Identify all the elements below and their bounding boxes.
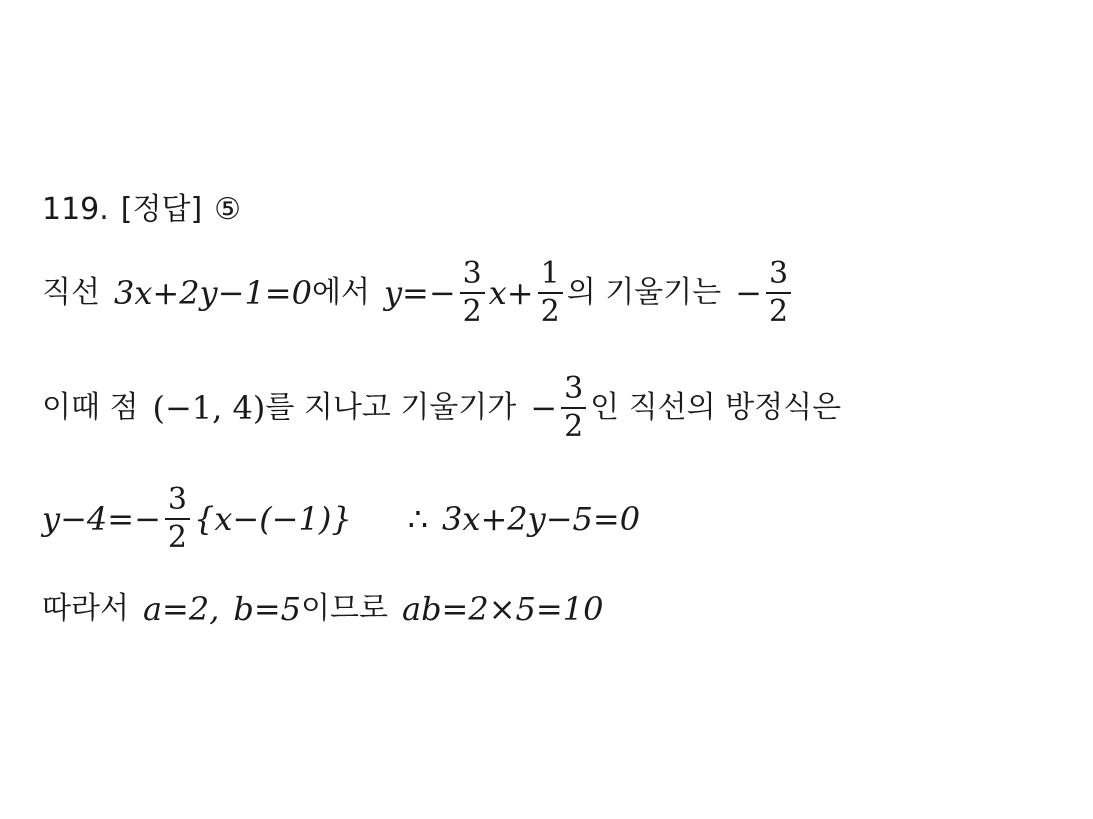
value-b: b=5 [233, 590, 302, 628]
fraction-denominator: 2 [462, 293, 482, 329]
text-line-word: 직선 [42, 274, 100, 310]
answer-choice: ⑤ [214, 192, 242, 227]
therefore-symbol: ∴ [407, 499, 429, 538]
solution-header [42, 192, 1073, 227]
minus-sign: − [735, 273, 762, 312]
equation-result: 3x+2y−5=0 [442, 499, 641, 538]
equation-x-plus: x+ [488, 273, 534, 312]
fraction-slope [766, 258, 791, 327]
fraction-denominator: 2 [540, 293, 560, 329]
minus-sign: − [530, 388, 558, 427]
text-so: 이므로 [301, 591, 388, 626]
fraction-denominator: 2 [167, 519, 187, 555]
fraction-numerator: 3 [462, 256, 482, 291]
fraction-one-half [538, 258, 563, 327]
text-therefore: 따라서 [42, 591, 129, 626]
fraction-three-halves [460, 258, 485, 327]
text-passing-slope: 를 지나고 기울기가 [265, 389, 517, 425]
equation-y-prefix: y=− [383, 273, 456, 312]
solution-line-slope [42, 258, 1073, 327]
product-ab: ab=2×5=10 [401, 590, 604, 628]
text-line-equation: 인 직선의 방정식은 [590, 389, 842, 425]
equation-line: 3x+2y−1=0 [113, 273, 312, 312]
text-at-point: 이때 점 [42, 389, 139, 425]
fraction-numerator: 3 [564, 371, 584, 406]
fraction-numerator: 3 [768, 256, 789, 291]
equation-point-slope-suffix: {x−(−1)} [193, 499, 352, 538]
text-from: 에서 [311, 274, 370, 310]
equation-point-slope-prefix: y−4=− [42, 499, 161, 538]
value-a: a=2, [142, 590, 220, 628]
solution-line-equation [42, 484, 1073, 553]
answer-label: [정답] [120, 192, 203, 227]
fraction-slope [561, 373, 586, 442]
fraction-numerator: 1 [540, 256, 560, 291]
fraction-denominator: 2 [768, 293, 789, 329]
solution-line-point [42, 373, 1073, 442]
text-slope-is: 의 기울기는 [566, 274, 722, 310]
problem-number: 119. [42, 192, 109, 227]
point-coordinates: (−1, 4) [152, 388, 266, 427]
solution-line-final [42, 590, 1073, 628]
fraction-denominator: 2 [564, 408, 584, 444]
fraction-numerator: 3 [167, 482, 187, 517]
fraction-slope [165, 484, 190, 553]
